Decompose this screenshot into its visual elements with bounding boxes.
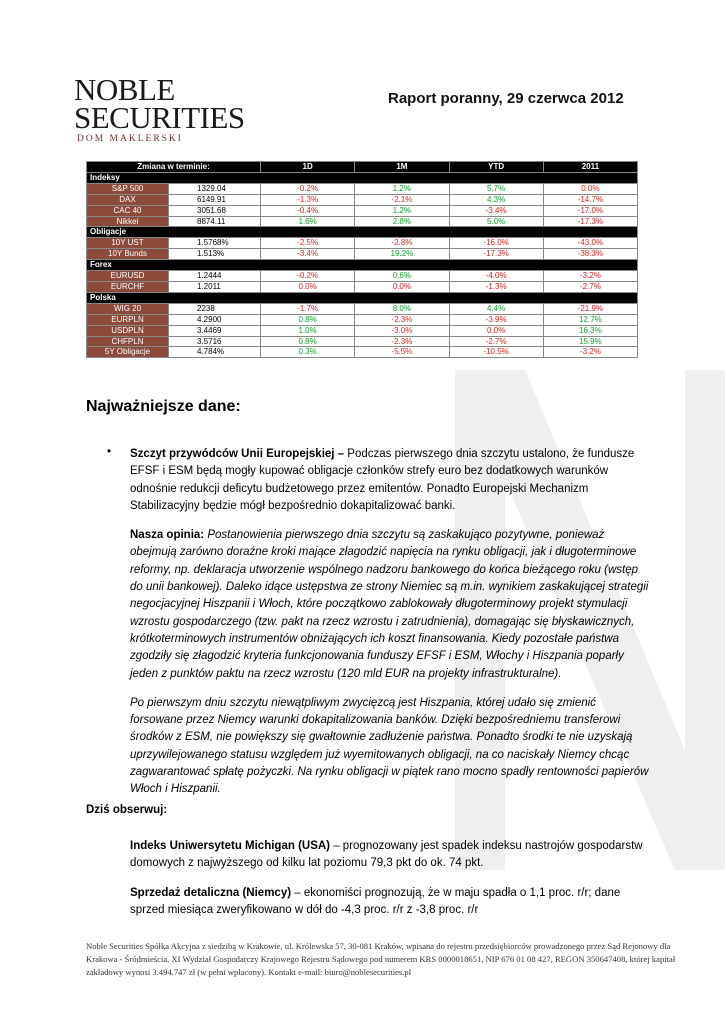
table-header: 2011 xyxy=(543,162,637,173)
instrument-name: S&P 500 xyxy=(87,183,169,194)
change-value: 0.3% xyxy=(261,347,355,358)
instrument-level: 1.2444 xyxy=(169,271,261,282)
table-row xyxy=(87,249,638,260)
change-value: -3.4% xyxy=(449,205,543,216)
change-value: -2.1% xyxy=(355,194,449,205)
change-value: -14.7% xyxy=(543,194,637,205)
footer-legal: Noble Securities Spółka Akcyjna z siedzibą w Krakowie, ul. Królewska 57, 30-081 Kraków, wpisana do rejestru przedsiębiorców prowadzonego przez Sąd Rejonowy dla Krakowa - Śródmieścia, XI Wydział Gospodarczy Krajowego Rejestru Sądowego pod numerem KRS 0000018651, NIP 676 01 08 427, REGON 350647408, której kapitał zakładowy wynosi 3.494.747 zł (w pełni wpłacony). Kontakt e-mail: biuro@noblesecurities.pl xyxy=(86,941,676,977)
change-value: 1.2% xyxy=(355,183,449,194)
instrument-name: WIG 20 xyxy=(87,303,169,314)
change-value: 16.3% xyxy=(543,325,637,336)
instrument-name: CHFPLN xyxy=(87,336,169,347)
change-value: -2.7% xyxy=(543,281,637,292)
change-value: -43.0% xyxy=(543,238,637,249)
table-row xyxy=(87,216,638,227)
instrument-level: 8874.11 xyxy=(169,216,261,227)
instrument-name: DAX xyxy=(87,194,169,205)
report-title: Raport poranny, 29 czerwca 2012 xyxy=(388,90,624,107)
watch-item: Indeks Uniwersytetu Michigan (USA) – prognozowany jest spadek indeksu nastrojów gospodarstw domowych z najwyższego od kilku lat poziomu 79,3 pkt do ok. 74 pkt. xyxy=(130,840,643,870)
instrument-level: 2238 xyxy=(169,303,261,314)
change-value: 19.2% xyxy=(355,249,449,260)
watch-heading: Dziś obserwuj: xyxy=(86,804,168,816)
change-value: -1.3% xyxy=(261,194,355,205)
change-value: 5.7% xyxy=(449,183,543,194)
section-row: Indeksy xyxy=(87,172,638,183)
change-value: -17.3% xyxy=(543,216,637,227)
instrument-name: USDPLN xyxy=(87,325,169,336)
change-value: 0.0% xyxy=(355,281,449,292)
section-row: Polska xyxy=(87,292,638,303)
change-value: -17.3% xyxy=(449,249,543,260)
table-row xyxy=(87,281,638,292)
table-header: Zmiana w terminie: xyxy=(87,162,261,173)
instrument-level: 4.784% xyxy=(169,347,261,358)
change-value: -4.0% xyxy=(449,271,543,282)
change-value: -2.5% xyxy=(261,238,355,249)
company-logo: NOBLE SECURITIES DOM MAKLERSKI xyxy=(74,72,245,144)
change-value: 4.4% xyxy=(449,303,543,314)
table-row xyxy=(87,336,638,347)
instrument-level: 1.5768% xyxy=(169,238,261,249)
watch-item: Sprzedaż detaliczna (Niemcy) – ekonomiści prognozują, że w maju spadła o 1,1 proc. r/r; dane sprzed miesiąca zweryfikowano w dół do -4,3 proc. r/r z -3,8 proc. r/r xyxy=(130,886,621,916)
table-row xyxy=(87,325,638,336)
change-value: -2.7% xyxy=(449,336,543,347)
market-table xyxy=(86,161,638,358)
table-header: 1M xyxy=(355,162,449,173)
change-value: 2.8% xyxy=(355,216,449,227)
change-value: 0.8% xyxy=(261,314,355,325)
change-value: 5.0% xyxy=(449,216,543,227)
watch-list xyxy=(130,838,650,931)
change-value: 1.2% xyxy=(355,205,449,216)
change-value: 0.6% xyxy=(355,271,449,282)
main-news: Szczyt przywódców Unii Europejskiej – Podczas pierwszego dnia szczytu ustalono, że fundusze EFSF i ESM będą mogły kupować obligacje członków strefy euro bez dodatkowych warunków odnośnie redukcji deficytu budżetowego przez emitentów. Ponadto Europejski Mechanizm Stabilizacyjny będzie mógł bezpośrednio dokapitalizować banki. Nasza opinia: Postanowienia pierwszego dnia szczytu są zaskakująco pozytywne, ponieważ obejmują zarówno doraźne kroki mające złagodzić napięcia na rynku obligacji, jak i długoterminowe reformy, np. deklaracja utworzenie wspólnego nadzoru bankowego do końca bieżącego roku (wstęp do unii bankowej). Daleko idące ustępstwa ze strony Niemiec są m.in. wynikiem zaskakującej strategii negocjacyjnej Hiszpanii i Włoch, które początkowo zablokowały długoterminowy projekt stymulacji wzrostu gospodarczego (tzw. pakt na rzecz wzrostu i zatrudnienia), domagając się błyskawicznych, krótkoterminowych instrumentów obniżających ich koszt finansowania. Kiedy pozostałe państwa zgodziły się złagodzić kryteria funkcjonowania funduszy EFSF i ESM, Włochy i Hiszpania poparły jeden z punktów paktu na rzecz wzrostu (120 mld EUR na projekty infrastrukturalne). Po pierwszym dniu szczytu niewątpliwym zwycięzcą jest Hiszpania, której udało się zmienić forsowane przez Niemcy warunki dokapitalizowania banków. Dzięki bezpośredniemu transferowi środków z ESM, nie powiększy się gwałtownie zadłużenie państwa. Ponadto środki te nie uzyskają uprzywilejowanego statusu względem już wyemitowanych obligacji, na co naciskały Niemcy chcąc zagwarantować spłatę pożyczki. Na rynku obligacji w piątek rano mocno spadły rentowności papierów Włoch i Hiszpanii. xyxy=(130,448,649,796)
change-value: -0.4% xyxy=(261,205,355,216)
table-header: YTD xyxy=(449,162,543,173)
change-value: 12.7% xyxy=(543,314,637,325)
table-row xyxy=(87,205,638,216)
instrument-level: 1329.04 xyxy=(169,183,261,194)
instrument-level: 3.4469 xyxy=(169,325,261,336)
instrument-level: 6149.91 xyxy=(169,194,261,205)
instrument-name: CAC 40 xyxy=(87,205,169,216)
change-value: 0.8% xyxy=(261,336,355,347)
change-value: -10.5% xyxy=(449,347,543,358)
table-row xyxy=(87,303,638,314)
section-heading: Najważniejsze dane: xyxy=(86,398,241,415)
change-value: -0.2% xyxy=(261,183,355,194)
table-header: 1D xyxy=(261,162,355,173)
instrument-name: Nikkei xyxy=(87,216,169,227)
instrument-level: 1.2011 xyxy=(169,281,261,292)
change-value: -1.3% xyxy=(449,281,543,292)
change-value: 8.0% xyxy=(355,303,449,314)
change-value: -2.3% xyxy=(355,336,449,347)
change-value: 0.0% xyxy=(261,281,355,292)
table-row xyxy=(87,271,638,282)
change-value: -0.2% xyxy=(261,271,355,282)
section-row: Obligacje xyxy=(87,227,638,238)
table-row xyxy=(87,347,638,358)
change-value: -5.5% xyxy=(355,347,449,358)
table-row xyxy=(87,314,638,325)
instrument-level: 4.2900 xyxy=(169,314,261,325)
change-value: -2.3% xyxy=(355,314,449,325)
instrument-name: 10Y UST xyxy=(87,238,169,249)
change-value: 4.3% xyxy=(449,194,543,205)
instrument-level: 1.513% xyxy=(169,249,261,260)
change-value: -17.0% xyxy=(543,205,637,216)
instrument-name: EURPLN xyxy=(87,314,169,325)
change-value: -3.2% xyxy=(543,347,637,358)
section-row: Forex xyxy=(87,260,638,271)
change-value: 1.6% xyxy=(261,216,355,227)
table-row xyxy=(87,183,638,194)
table-row xyxy=(87,194,638,205)
bullet-icon: • xyxy=(107,446,112,458)
instrument-name: EURUSD xyxy=(87,271,169,282)
instrument-name: EURCHF xyxy=(87,281,169,292)
change-value: -38.3% xyxy=(543,249,637,260)
instrument-name: 5Y Obligacje xyxy=(87,347,169,358)
change-value: -3.9% xyxy=(449,314,543,325)
change-value: -3.2% xyxy=(543,271,637,282)
change-value: 1.0% xyxy=(261,325,355,336)
table-row xyxy=(87,238,638,249)
change-value: -16.0% xyxy=(449,238,543,249)
instrument-name: 10Y Bunds xyxy=(87,249,169,260)
change-value: -3.4% xyxy=(261,249,355,260)
change-value: -1.7% xyxy=(261,303,355,314)
change-value: 0.0% xyxy=(449,325,543,336)
change-value: -21.9% xyxy=(543,303,637,314)
instrument-level: 3.5716 xyxy=(169,336,261,347)
change-value: -3.0% xyxy=(355,325,449,336)
instrument-level: 3051.68 xyxy=(169,205,261,216)
change-value: 15.9% xyxy=(543,336,637,347)
change-value: -2.8% xyxy=(355,238,449,249)
change-value: 0.0% xyxy=(543,183,637,194)
